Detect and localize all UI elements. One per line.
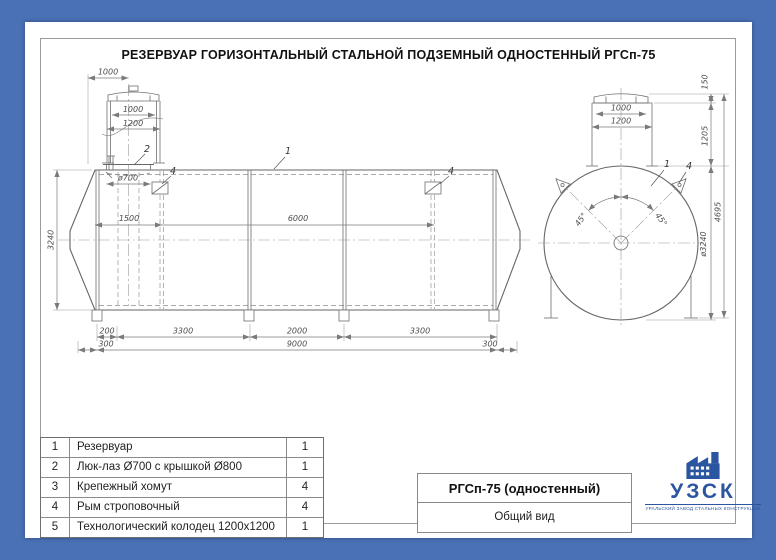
part-name: Резервуар xyxy=(70,438,287,457)
title-block xyxy=(417,473,632,533)
dim-9000: 9000 xyxy=(286,339,308,349)
part-no: 5 xyxy=(41,518,70,537)
dim-300-left: 300 xyxy=(98,339,114,349)
end-view-drawing xyxy=(538,74,729,328)
dim-well-inner: 1000 xyxy=(122,105,144,114)
dim-end-well-outer: 1200 xyxy=(610,116,632,126)
factory-icon xyxy=(684,452,722,480)
sheet xyxy=(25,22,761,538)
part-no: 3 xyxy=(41,478,70,497)
dim-2000: 2000 xyxy=(286,326,308,336)
callout-1-end: 1 xyxy=(663,159,671,170)
part-qty: 4 xyxy=(301,481,309,493)
lifting-eye-left xyxy=(152,182,168,194)
technical-drawing xyxy=(25,62,752,434)
dim-150: 150 xyxy=(700,74,710,90)
logo-tagline: УРАЛЬСКИЙ ЗАВОД СТАЛЬНЫХ КОНСТРУКЦИЙ xyxy=(645,506,761,511)
callout-2-side: 2 xyxy=(143,144,151,155)
side-view-drawing xyxy=(47,68,531,354)
dim-diameter: ø3240 xyxy=(699,231,708,257)
dim-angle-right: 45° xyxy=(653,211,669,228)
part-qty: 1 xyxy=(301,521,309,533)
dim-well-outer: 1200 xyxy=(122,119,144,128)
dim-angle-left: 45° xyxy=(573,211,589,228)
part-no: 4 xyxy=(41,498,70,517)
dim-3300a: 3300 xyxy=(172,326,194,336)
table-row xyxy=(41,438,323,457)
table-row xyxy=(41,457,323,477)
part-name: Крепежный хомут xyxy=(70,478,287,497)
logo-abbr: УЗСК xyxy=(670,480,736,503)
dim-offset-top: 1000 xyxy=(97,67,119,77)
dim-300-right: 300 xyxy=(482,339,498,349)
dim-manhole: ø700 xyxy=(117,173,139,183)
part-qty: 4 xyxy=(301,501,309,513)
part-no: 2 xyxy=(41,458,70,477)
dim-1205: 1205 xyxy=(700,125,710,147)
part-qty: 1 xyxy=(301,461,309,473)
callout-4-end: 4 xyxy=(685,161,693,172)
part-name: Люк-лаз Ø700 с крышкой Ø800 xyxy=(70,458,287,477)
parts-table xyxy=(40,437,324,538)
table-row xyxy=(41,477,323,497)
callout-4b-side: 4 xyxy=(447,166,455,177)
view-name: Общий вид xyxy=(494,511,555,523)
table-row xyxy=(41,517,323,537)
part-qty: 1 xyxy=(301,441,309,453)
support-pads xyxy=(92,310,499,321)
lifting-eye-right xyxy=(425,182,441,194)
company-logo xyxy=(647,452,759,540)
drawing-title: РЕЗЕРВУАР ГОРИЗОНТАЛЬНЫЙ СТАЛЬНОЙ ПОДЗЕМНЫЙ ОДНОСТЕННЫЙ РГСп-75 xyxy=(121,48,656,62)
dim-200: 200 xyxy=(99,326,115,336)
part-name: Технологический колодец 1200x1200 xyxy=(70,518,287,537)
dim-6000: 6000 xyxy=(287,214,309,223)
callout-4a-side: 4 xyxy=(169,166,177,177)
part-no: 1 xyxy=(41,438,70,457)
callout-1-side: 1 xyxy=(284,146,292,157)
dim-shell-height: 3240 xyxy=(46,229,56,251)
part-name: Рым строповочный xyxy=(70,498,287,517)
dim-3300b: 3300 xyxy=(409,326,431,336)
model-designation: РГСп-75 (одностенный) xyxy=(418,474,631,503)
dim-4695: 4695 xyxy=(713,201,723,223)
dim-end-well-inner: 1000 xyxy=(610,103,632,113)
dim-1500: 1500 xyxy=(118,214,140,223)
table-row xyxy=(41,497,323,517)
